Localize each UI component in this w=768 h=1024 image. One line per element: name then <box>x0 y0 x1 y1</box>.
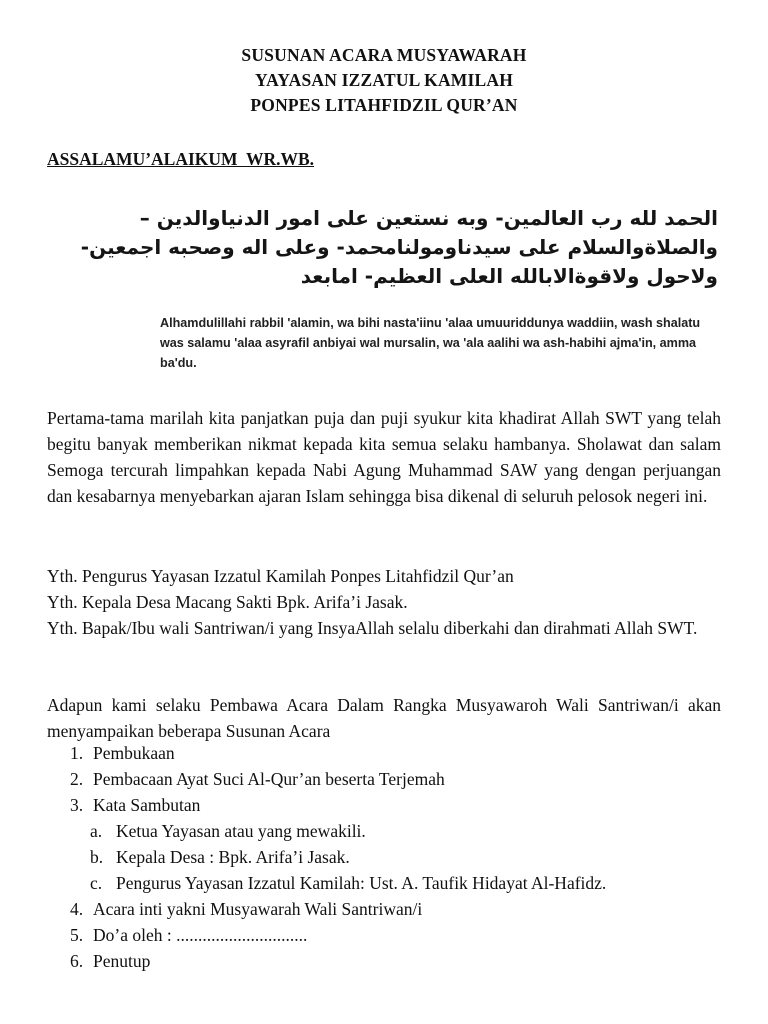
greeting-heading: ASSALAMU’ALAIKUM WR.WB. <box>47 149 315 169</box>
list-item <box>70 922 730 948</box>
sub-item-text: Pengurus Yayasan Izzatul Kamilah: Ust. A. Taufik Hidayat Al-Hafidz. <box>116 873 607 893</box>
salutation-wali-santri: Yth. Bapak/Ibu wali Santriwan/i yang InsyaAllah selalu diberkahi dan dirahmati Allah SWT. <box>47 618 698 638</box>
arabic-line-3: ولاحول ولاقوةالابالله العلى العظيم- امابعد <box>300 264 718 288</box>
sub-item-letter: b. <box>90 847 104 867</box>
item-text: Penutup <box>93 951 151 971</box>
item-text: Pembukaan <box>93 743 175 763</box>
item-number: 4. <box>70 899 84 919</box>
sub-list-item <box>70 870 730 896</box>
item-text: Kata Sambutan <box>93 795 201 815</box>
intro-paragraph: Adapun kami selaku Pembawa Acara Dalam Rangka Musyawaroh Wali Santriwan/i akan menyampaikan beberapa Susunan Acara <box>47 695 721 741</box>
arabic-line-2: والصلاةوالسلام على سيدناومولنامحمد- وعلى اله وصحبه اجمعين- <box>80 235 718 259</box>
arabic-line-1: الحمد لله رب العالمين- وبه نستعين على امور الدنياوالدين – <box>139 206 718 230</box>
sub-item-letter: c. <box>90 873 103 893</box>
title-line-2: YAYASAN IZZATUL KAMILAH <box>254 70 514 90</box>
document-title <box>0 43 768 118</box>
list-item <box>70 792 730 818</box>
salutation-list <box>47 563 721 641</box>
item-text: Do’a oleh : .............................. <box>93 925 308 945</box>
prayer-transliteration: Alhamdulillahi rabbil 'alamin, wa bihi nasta'iinu 'alaa umuuriddunya waddiin, wash shalatu was salamu 'alaa asyrafil anbiyai wal mursalin, wa 'ala aalihi wa ash-habihi ajma'in, amma ba'du. <box>160 316 701 370</box>
sub-item-letter: a. <box>90 821 103 841</box>
salutation-pengurus: Yth. Pengurus Yayasan Izzatul Kamilah Ponpes Litahfidzil Qur’an <box>47 566 514 586</box>
list-item <box>70 766 730 792</box>
list-item <box>70 740 730 766</box>
list-item <box>70 896 730 922</box>
title-line-1: SUSUNAN ACARA MUSYAWARAH <box>241 45 527 65</box>
list-item <box>70 948 730 974</box>
title-line-3: PONPES LITAHFIDZIL QUR’AN <box>250 95 518 115</box>
program-list <box>70 740 730 974</box>
item-text: Acara inti yakni Musyawarah Wali Santriwan/i <box>93 899 423 919</box>
sub-item-text: Kepala Desa : Bpk. Arifa’i Jasak. <box>116 847 350 867</box>
opening-paragraph: Pertama-tama marilah kita panjatkan puja dan puji syukur kita khadirat Allah SWT yang telah begitu banyak memberikan nikmat kepada kita semua selaku hambanya. Sholawat dan salam Semoga tercurah limpahkan kepada Nabi Agung Muhammad SAW yang dengan perjuangan dan kesabarnya menyebarkan ajaran Islam sehingga bisa dikenal di seluruh pelosok negeri ini. <box>47 408 721 506</box>
item-number: 5. <box>70 925 84 945</box>
item-number: 6. <box>70 951 84 971</box>
arabic-prayer <box>80 204 718 291</box>
item-text: Pembacaan Ayat Suci Al-Qur’an beserta Terjemah <box>93 769 445 789</box>
sub-list-item <box>70 844 730 870</box>
salutation-kepala-desa: Yth. Kepala Desa Macang Sakti Bpk. Arifa’i Jasak. <box>47 592 408 612</box>
sub-item-text: Ketua Yayasan atau yang mewakili. <box>116 821 366 841</box>
item-number: 3. <box>70 795 84 815</box>
sub-list-item <box>70 818 730 844</box>
item-number: 2. <box>70 769 84 789</box>
item-number: 1. <box>70 743 84 763</box>
